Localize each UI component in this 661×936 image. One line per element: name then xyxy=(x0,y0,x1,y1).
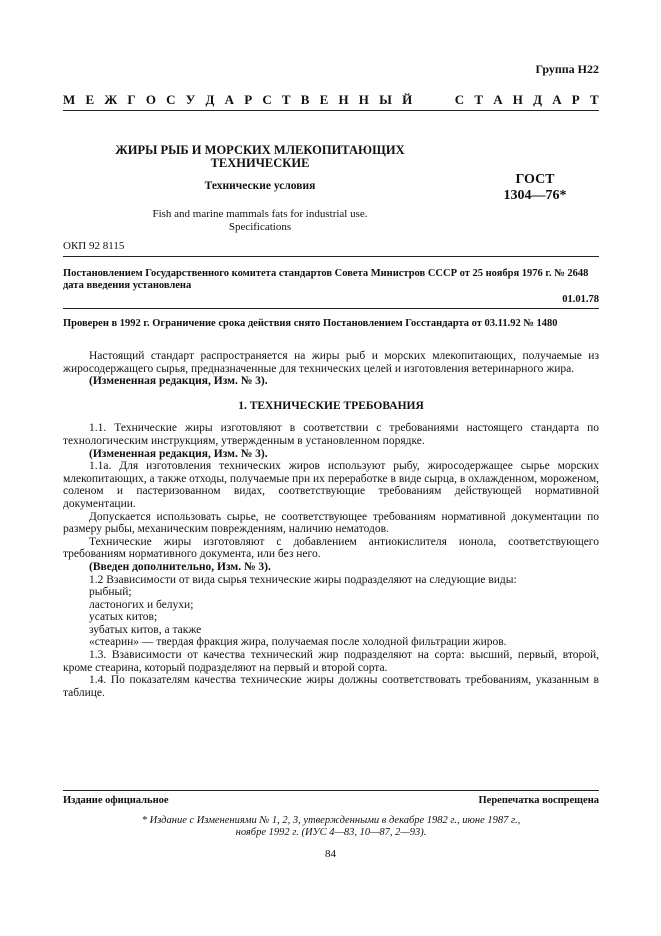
reprint-prohibited: Перепечатка воспрещена xyxy=(478,795,599,806)
banner-letter xyxy=(439,92,445,108)
introduction-date: 01.01.78 xyxy=(562,294,599,305)
document-title xyxy=(110,144,410,170)
paragraph-antioxidant: Технические жиры изготовляют с добавлением антиокислителя ионола, соответствующего требованиям нормативного документа, или без него. xyxy=(63,535,599,561)
document-subtitle: Технические условия xyxy=(204,180,316,192)
banner-letter: Т xyxy=(474,92,483,107)
paragraph-allow: Допускается использовать сырье, не соответствующее требованиям нормативной документации по размеру рыбы, механическим повреждениям, наличию нематодов. xyxy=(63,510,599,536)
list-item: усатых китов; xyxy=(89,611,158,624)
gost-label: ГОСТ xyxy=(515,172,555,187)
list-item: рыбный; xyxy=(89,586,132,599)
banner-letter: О xyxy=(145,92,156,107)
section-heading: 1. ТЕХНИЧЕСКИЕ ТРЕБОВАНИЯ xyxy=(238,399,424,412)
banner-letter: Н xyxy=(358,92,369,107)
gost-number xyxy=(480,172,590,204)
paragraph-1-3: 1.3. Взависимости от качества технический жир подразделяют на сорта: высший, первый, второй, кроме стеарина, который подразделяют на первый и второй сорта. xyxy=(63,649,599,674)
banner-letter: Й xyxy=(402,92,413,107)
banner-letter: Н xyxy=(338,92,349,107)
paragraph-1-1a: 1.1а. Для изготовления технических жиров используют рыбу, жиросодержащее сырье морских млекопитающих, а также отходы, получаемые при их переработке в виде сырца, в охлажденном, мороженом, соленом и пастеризованном видах, соответствующие требованиям действующей нормативной документации. xyxy=(63,460,599,510)
official-edition: Издание официальное xyxy=(63,795,169,806)
title-line-1: ЖИРЫ РЫБ И МОРСКИХ МЛЕКОПИТАЮЩИХ xyxy=(115,143,405,157)
decree-line-1: Постановлением Государственного комитета стандартов Совета Министров СССР от 25 ноября 1976 г. № 2648 xyxy=(63,268,589,279)
banner-letter: Г xyxy=(127,92,136,107)
okp-rule xyxy=(63,256,599,257)
banner-letter: С xyxy=(454,92,465,107)
banner-letter: А xyxy=(224,92,234,107)
banner-letter: Н xyxy=(512,92,523,107)
edition-footnote xyxy=(63,815,599,839)
banner-letter: Р xyxy=(244,92,253,107)
date-rule xyxy=(63,308,599,309)
paragraph-1-4: 1.4. По показателям качества технические жиры должны соответствовать требованиям, указанным в таблице. xyxy=(63,674,599,699)
banner-letter: Д xyxy=(205,92,215,107)
footer-rule xyxy=(63,790,599,791)
footnote-line-2: ноябре 1992 г. (ИУС 4—83, 10—87, 2—93). xyxy=(235,827,427,838)
list-item: зубатых китов, а также xyxy=(89,623,202,636)
gost-code: 1304—76* xyxy=(503,188,567,203)
banner-letter: Д xyxy=(533,92,543,107)
document-body xyxy=(63,350,599,699)
banner-letter: Т xyxy=(281,92,291,107)
banner-letter: А xyxy=(552,92,562,107)
banner-letter: С xyxy=(262,92,272,107)
paragraph-1-1: 1.1. Технические жиры изготовляют в соответствии с требованиями настоящего стандарта по технологическим инструкциям, утвержденным в установленном порядке. xyxy=(63,422,599,447)
english-title-line-2: Specifications xyxy=(228,221,292,233)
okp-code: ОКП 92 8115 xyxy=(63,240,125,252)
banner-letter: Т xyxy=(589,92,599,107)
banner-letter: А xyxy=(493,92,503,107)
banner-letter xyxy=(422,92,428,108)
intro-paragraph: Настоящий стандарт распространяется на жиры рыб и морских млекопитающих, получаемые из жиросодержащего сырья, предназначенные для технических целей и изготовления ветеринарного жира. xyxy=(63,350,599,375)
stearin-item: «стеарин» — твердая фракция жира, получаемая после холодной фильтрации жиров. xyxy=(89,636,507,649)
group-code: Группа Н22 xyxy=(535,62,599,76)
footnote-line-1: * Издание с Изменениями № 1, 2, 3, утвержденными в декабре 1982 г., июне 1987 г., xyxy=(141,815,521,826)
banner-letter: Ы xyxy=(379,92,392,107)
paragraph-1-2: 1.2 Взависимости от вида сырья технические жиры подразделяют на следующие виды: xyxy=(89,573,517,586)
title-line-2: ТЕХНИЧЕСКИЕ xyxy=(210,156,310,170)
edit-note: (Измененная редакция, Изм. № 3). xyxy=(89,375,268,388)
page-number: 84 xyxy=(325,848,336,860)
edit-note: (Измененная редакция, Изм. № 3). xyxy=(89,447,268,460)
decree-text xyxy=(63,268,599,292)
english-title-line-1: Fish and marine mammals fats for industrial use. xyxy=(152,208,368,220)
banner-letter: Ж xyxy=(104,92,118,107)
added-note: (Введен дополнительно, Изм. № 3). xyxy=(89,560,271,573)
decree-line-2: дата введения установлена xyxy=(63,280,192,291)
banner-letter: Е xyxy=(85,92,95,107)
banner-letter: С xyxy=(166,92,176,107)
header-rule xyxy=(63,110,599,111)
banner-letter: М xyxy=(63,92,76,107)
banner-letter: У xyxy=(185,92,196,107)
english-title xyxy=(110,208,410,234)
list-item: ластоногих и белухи; xyxy=(89,598,194,611)
checked-note: Проверен в 1992 г. Ограничение срока действия снято Постановлением Госстандарта от 03.11.92 № 1480 xyxy=(63,318,558,329)
standard-banner xyxy=(63,92,599,108)
banner-letter: Р xyxy=(571,92,580,107)
banner-letter: В xyxy=(300,92,310,107)
banner-letter: Е xyxy=(319,92,329,107)
